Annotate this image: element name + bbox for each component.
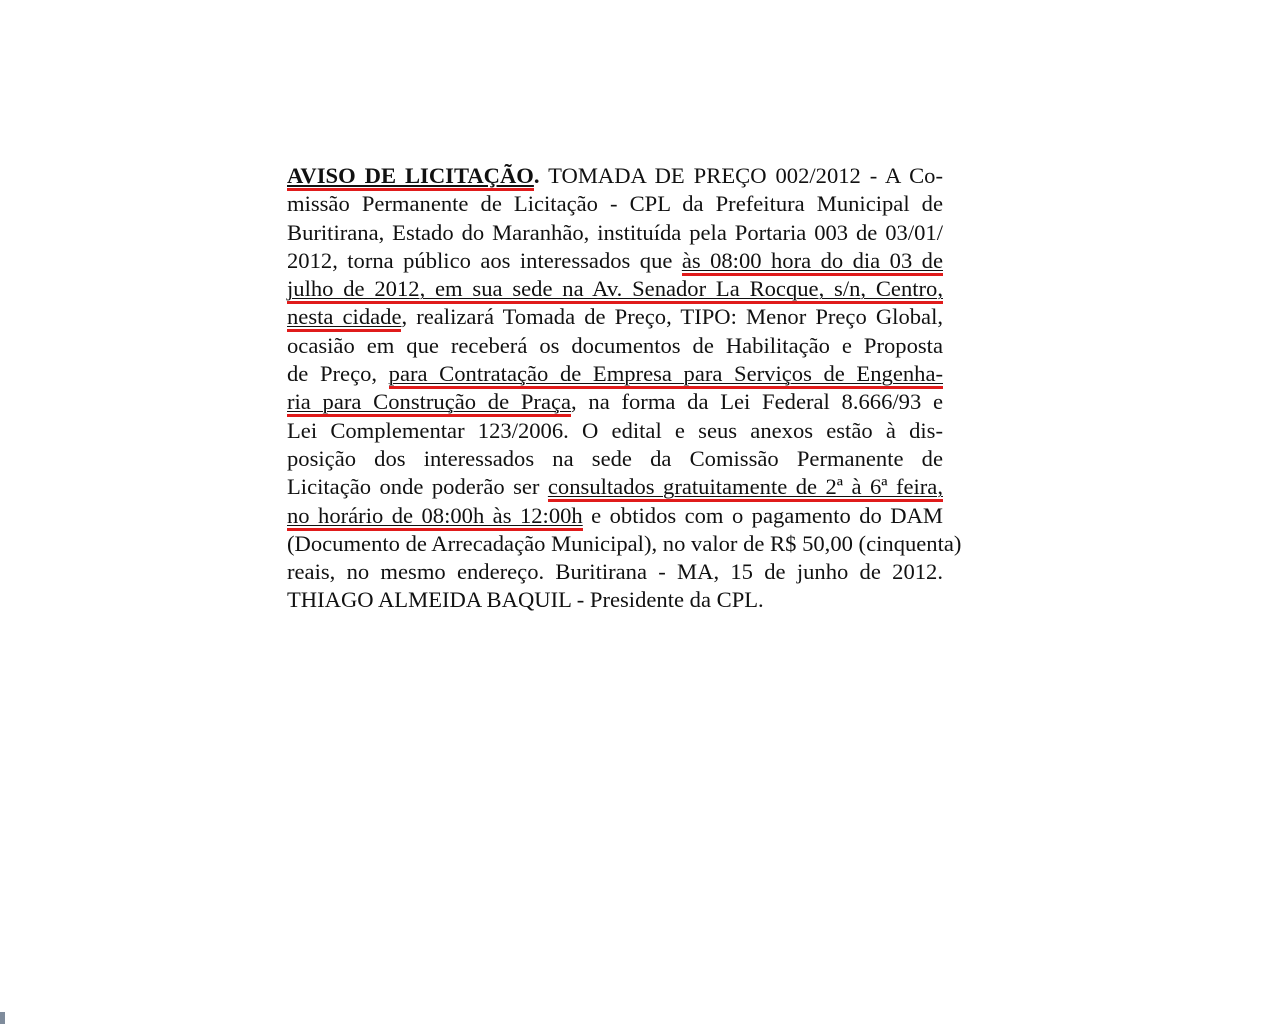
notice-line-13: [287, 502, 943, 530]
notice-line-14: [287, 530, 962, 558]
notice-text: Lei Complementar 123/2006. O edital e seus anexos estão à dis-: [287, 417, 943, 443]
notice-text: e obtidos com o pagamento do DAM: [582, 502, 943, 528]
notice-line-5: [287, 275, 943, 303]
corner-marker: [0, 1012, 5, 1024]
notice-line-9: [287, 388, 943, 416]
notice-text: posição dos interessados na sede da Comissão Permanente de: [287, 445, 943, 471]
notice-title: AVISO DE LICITAÇÃO: [287, 163, 534, 191]
notice-text: reais, no mesmo endereço. Buritirana - MA, 15 de junho de 2012.: [287, 559, 943, 585]
notice-line-8: [287, 360, 943, 388]
notice-line-4: [287, 247, 943, 275]
signature-line: THIAGO ALMEIDA BAQUIL - Presidente da CPL.: [287, 587, 764, 613]
notice-text: , realizará Tomada de Preço, TIPO: Menor Preço Global,: [401, 304, 943, 330]
notice-line-2: [287, 190, 943, 218]
notice-text: de Preço,: [287, 361, 389, 387]
notice-line-7: [287, 332, 943, 360]
notice-text: missão Permanente de Licitação - CPL da Prefeitura Municipal de: [287, 191, 943, 217]
highlighted-text: nesta cidade: [287, 304, 401, 332]
bid-notice-paragraph: [287, 162, 962, 615]
notice-title-suffix: .: [533, 163, 540, 188]
highlighted-text: no horário de 08:00h às 12:00h: [287, 503, 583, 531]
notice-text: TOMADA DE PREÇO 002/2012 - A Co-: [539, 163, 943, 188]
notice-line-16: [287, 586, 943, 614]
notice-line-1: [287, 162, 943, 190]
notice-text: Licitação onde poderão ser: [287, 474, 548, 500]
highlighted-text: ria para Construção de Praça: [287, 389, 571, 417]
notice-line-11: [287, 445, 943, 473]
notice-text: ocasião em que receberá os documentos de Habilitação e Proposta: [287, 332, 943, 358]
notice-text: (Documento de Arrecadação Municipal), no valor de R$ 50,00 (cinquenta): [287, 530, 962, 556]
notice-line-10: [287, 417, 943, 445]
notice-line-3: [287, 219, 943, 247]
notice-line-12: [287, 473, 943, 501]
notice-text: , na forma da Lei Federal 8.666/93 e: [571, 389, 943, 415]
highlighted-text: às 08:00 hora do dia 03 de: [682, 248, 943, 276]
highlighted-text: para Contratação de Empresa para Serviços de Engenha-: [389, 361, 943, 389]
notice-text: 2012, torna público aos interessados que: [287, 247, 682, 273]
notice-line-6: [287, 303, 943, 331]
notice-line-15: [287, 558, 943, 586]
notice-text: Buritirana, Estado do Maranhão, instituída pela Portaria 003 de 03/01/: [287, 219, 943, 245]
highlighted-text: julho de 2012, em sua sede na Av. Senador La Rocque, s/n, Centro,: [287, 276, 943, 304]
highlighted-text: consultados gratuitamente de 2ª à 6ª feira,: [548, 474, 943, 502]
